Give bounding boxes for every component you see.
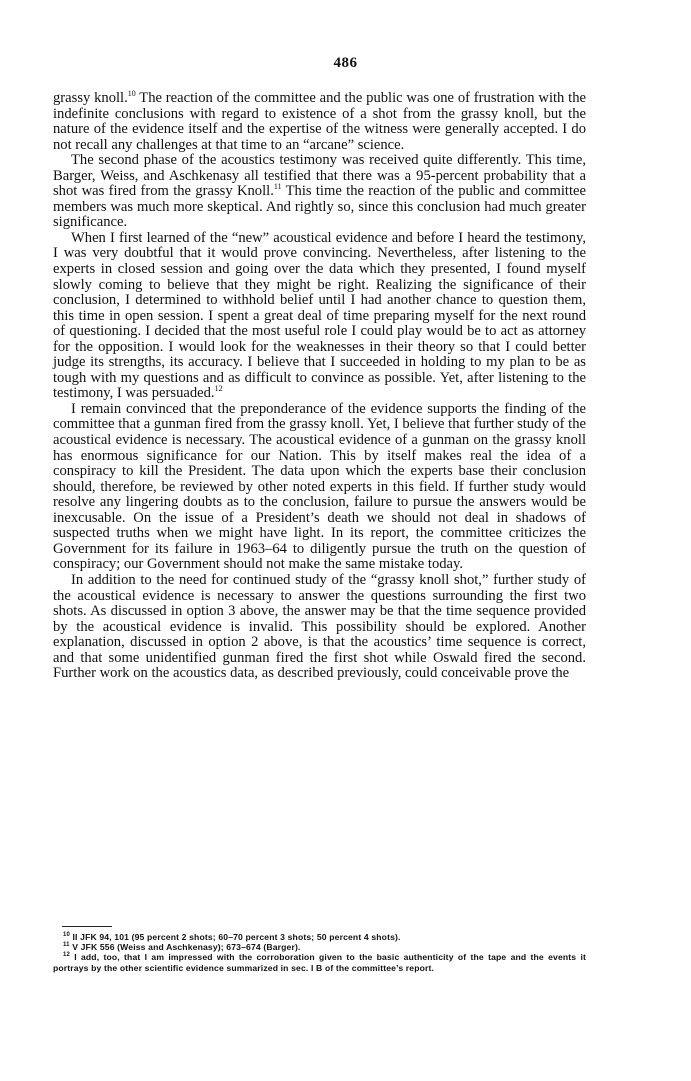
footnote-divider: [62, 926, 112, 927]
footnote-reference: 11: [273, 182, 282, 192]
footnote: [53, 942, 586, 952]
footnote-mark: 12: [63, 952, 70, 959]
footnote-text: II JFK 94, 101 (95 percent 2 shots; 60–70 percent 3 shots; 50 percent 4 shots).: [69, 932, 401, 942]
footnote-reference: 10: [127, 89, 136, 98]
footnote-mark: 10: [63, 932, 70, 938]
paragraph-text: I remain convinced that the preponderance of the evidence supports the finding of the committee that a gunman fired from the grassy knoll. Yet, I believe that further study of the acoustical evidence is necessary. The acoustical evidence of a gunman on the grassy knoll has enormous significance for our Nation. This by itself makes real the idea of a conspiracy to kill the President. The data upon which the experts base their conclusion should, therefore, be reviewed by other noted experts in this field. If further study would resolve any lingering doubts as to the conclusion, failure to pursue the answers would be inexcusable. On the issue of a President’s death we should not deal in shadows of suspected truths when we might have light. In its report, the committee criticizes the Government for its failure in 1963–64 to diligently pursue the truth on the question of conspiracy; our Government should not make the same mistake today.: [53, 400, 586, 573]
footnote-mark: 11: [63, 942, 70, 949]
footnote: [53, 952, 586, 972]
footnotes: [53, 932, 586, 973]
paragraph-text: When I first learned of the “new” acoustical evidence and before I heard the testimony, I was very doubtful that it would prove convincing. Nevertheless, after listening to the experts in closed session and going over the data which they presented, I found myself slowly coming to believe that they might be right. Realizing the significance of their conclusion, I determined to withhold belief until I had another chance to question them, this time in open session. I spent a great deal of time preparing myself for the next round of questioning. I decided that the most useful role I could play would be to act as attorney for the opposition. I would look for the weaknesses in their theory so that I could better judge its strengths, its accuracy. I believe that I succeeded in holding to my plan to be as tough with my questions and as difficult to convince as possible. Yet, after listening to the testimony, I was persuaded.: [53, 229, 586, 402]
footnote: [53, 932, 586, 942]
page-number: 486: [333, 55, 358, 71]
paragraph: [53, 573, 586, 682]
footnote-text: I add, too, that I am impressed with the corroboration given to the basic authenticity of the tape and the events it portrays by the other scientific evidence summarized in sec. I B of the committee’s report.: [53, 952, 586, 973]
paragraph-text: The second phase of the acoustics testimony was received quite differently. This time, Barger, Weiss, and Aschkenasy all testified that there was a 95-percent probability that a shot was fired from the grassy Knoll.: [53, 152, 586, 200]
paragraph: [53, 231, 586, 402]
paragraph-text: The reaction of the committee and the public was one of frustration with the indefinite conclusions with regard to existence of a shot from the grassy knoll, but the nature of the evidence itself and the expertise of the witness were generally accepted. I do not recall any challenges at that time to an “arcane” science.: [53, 90, 586, 153]
footnote-text: V JFK 556 (Weiss and Aschkenasy); 673–674 (Barger).: [69, 942, 301, 953]
paragraph: [53, 91, 586, 153]
footnote-reference: 12: [214, 384, 223, 394]
paragraph: [53, 153, 586, 231]
body-text: [53, 91, 586, 682]
paragraph-text: This time the reaction of the public and committee members was much more skeptical. And rightly so, since this conclusion had much greater significance.: [53, 183, 586, 231]
paragraph-text: In addition to the need for continued study of the “grassy knoll shot,” further study of the acoustical evidence is necessary to answer the questions surrounding the first two shots. As discussed in option 3 above, the answer may be that the time sequence provided by the acoustical evidence is invalid. This possibility should be explored. Another explanation, discussed in option 2 above, is that the acoustics’ time sequence is correct, and that some unidentified gunman fired the first shot while Oswald fired the second. Further work on the acoustics data, as described previously, could conceivable prove the: [53, 571, 586, 682]
paragraph: [53, 402, 586, 573]
paragraph-text: grassy knoll.: [53, 90, 128, 106]
